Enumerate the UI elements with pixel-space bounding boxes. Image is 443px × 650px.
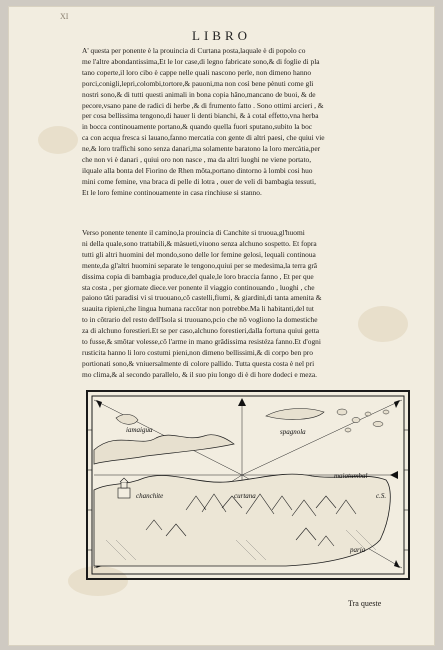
text-line: mini come femine, vna braca di pelle di lotra , ouer de veli di bambagia tessuti, <box>82 176 316 186</box>
text-line: ilquale alla bonta del Fiorino de Rhen mõta,portano dintorno à lombi cosi huo <box>82 165 313 175</box>
label-hispaniola: spagnola <box>280 428 306 436</box>
text-line: A' questa per ponente è la prouincia di Curtana posta,laquale è di popolo co <box>82 46 306 55</box>
southern-land <box>94 474 390 566</box>
text-line: per cosa bellissima tengono,di hauer li denti bianchi, & à cotal effetto,vna herba <box>82 111 319 121</box>
text-line: tutti gli altri huomini del mondo,sono delle lor femine gelosi, lequali continoua <box>82 249 316 259</box>
text-line: me l'altre abondantissima,Et le lor case,di legno fabricate sono,& di foglie di pla <box>82 56 320 66</box>
label-cape: c.S. <box>376 492 387 500</box>
label-curtana: curtana <box>234 492 256 500</box>
small-islands <box>337 409 389 432</box>
text-line: porci,conigli,lepri,colombi,tortore,& pauoni,ma non così bene pènuti come gli <box>82 78 314 88</box>
text-line: to fusse,& smõtar volesse,cõ l'arme in mano grãdissima resistéza fanno.Et d'ogni <box>82 337 321 347</box>
text-line: mo clima,& al secondo parallelo, & il suo piu longo di è di hore dodeci e meza. <box>82 369 317 379</box>
island-jamaica <box>116 414 138 424</box>
text-line: che non vi è danari , quiui oro non nasce , ma da altri luoghi ne viene portato, <box>82 155 312 165</box>
northern-coast <box>94 435 234 464</box>
text-line: ne,& loro traffichi sono senza danari,ma solamente baratono la loro mercàtia,per <box>82 144 321 154</box>
text-line: ca con acqua fresca si lauano,fanno mercatia con gente di altri paesi, che quiui vie <box>82 133 325 143</box>
text-line: sta costa , per giornate diece.ver ponente il viaggio continouando , luoghi , che <box>82 282 315 292</box>
label-jamaica: iamaigua <box>126 426 153 434</box>
castle-icon <box>118 478 130 498</box>
book-page <box>8 6 435 646</box>
woodcut-map <box>86 390 410 580</box>
text-line: rusticita hanno li loro costumi pieni,non dimeno bellissimi,& di corpo ben pro <box>82 347 313 357</box>
text-line: tano coperte,il loro cibo è cappe nelle quali nascono perle, non dimeno hanno <box>82 67 312 77</box>
leaf-mark: XI <box>60 12 69 21</box>
text-line: Et le loro femine continouamente in casa rinchiuse si stanno. <box>82 187 262 197</box>
label-paria: paria <box>350 546 366 554</box>
text-line: paiono tãti paradisi vi si truouano,cõ castelli,fiumi, & giardini,di tanta amenita & <box>82 293 322 303</box>
label-mayatumbal: maiatumbal <box>334 472 368 480</box>
paragraph-canchite <box>82 228 392 381</box>
text-line: za di alchuno forestieri.Et se per caso,alchuno forestieri,dalla fortuna quiui getta <box>82 326 320 336</box>
text-line: mente,da gl'altri huomini separate le tengono,quiui per se medesima,la terra grã <box>82 260 318 270</box>
text-line: suauita ripieni,che lingua humana raccõtar non potrebbe.Ma li habitanti,del tut <box>82 304 314 314</box>
foxing-stain <box>38 126 78 154</box>
island-hispaniola <box>266 409 324 420</box>
text-line: Verso ponente tenente il camino,la prouincia di Canchite si truoua,gl'huomi <box>82 228 305 237</box>
label-canchite: chanchite <box>136 492 164 500</box>
text-line: in bocca continouamente portano,& quando quella fuori sputano,subito la boc <box>82 122 313 132</box>
text-line: to in cõtrario del resto dell'Isola si truouano,pcio che nõ vogliono la domestiche <box>82 315 318 325</box>
text-line: pecore,vsano pane de radici di herbe ,& di frumento fatto . Sono ottimi arcieri , & <box>82 100 324 110</box>
paragraph-curtana <box>82 46 392 199</box>
text-line: portionati sono,& vniuersalmente di colore pallido. Tutta questa costa è nel pri <box>82 358 315 368</box>
text-line: ni della quale,sono trattabili,& màsueti,viuono senza alchuno sospetto. Et fopra <box>82 238 317 248</box>
page-header: LIBRO <box>192 28 251 43</box>
text-line: nostri sono,& di tutti questi animali in bona copia hãno,mancano de buoi, & de <box>82 89 316 99</box>
text-line: dissima copia di bambagia produce,del quale,le loro braccia fanno , Et per que <box>82 271 314 281</box>
catchword: Tra queste <box>348 599 382 608</box>
